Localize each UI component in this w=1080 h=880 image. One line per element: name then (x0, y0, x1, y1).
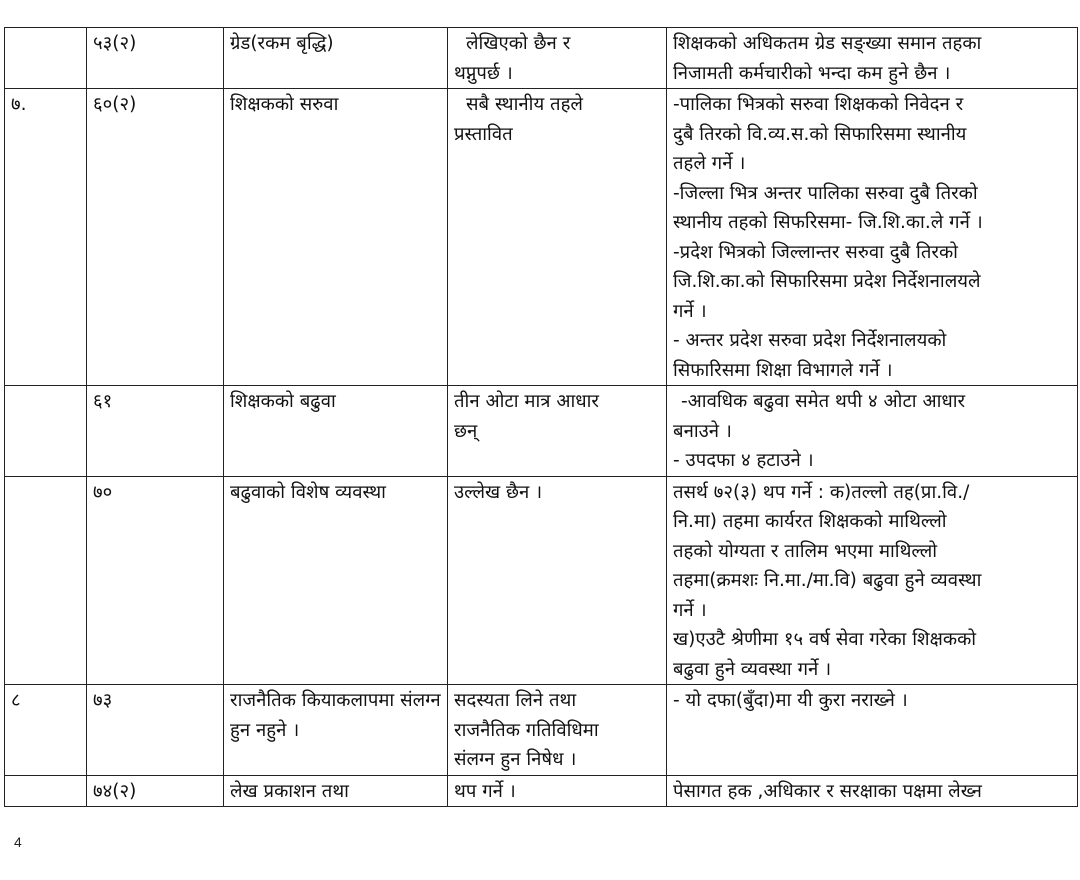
text-line: सिफारिसमा शिक्षा विभागले गर्ने । (673, 359, 893, 381)
text-line: सबै स्थानीय तहले (466, 94, 583, 115)
subject-cell: बढुवाको विशेष व्यवस्था (224, 476, 448, 685)
current-provision-cell (448, 476, 667, 685)
text-line: शिक्षकको अधिकतम ग्रेड सङ्ख्या समान तहका (673, 33, 982, 54)
subject-cell: राजनैतिक कियाकलापमा संलग्न हुन नहुने । (224, 685, 448, 776)
text-line: उल्लेख छैन । (454, 481, 543, 503)
current-provision-cell (448, 89, 667, 386)
section-number-cell: ७३ (87, 685, 224, 776)
serial-number-cell (5, 28, 87, 89)
proposed-amendment-cell (667, 89, 1078, 386)
section-number-cell: ७४(२) (87, 775, 224, 807)
table-row (5, 386, 1078, 477)
text-line: - अन्तर प्रदेश सरुवा प्रदेश निर्देशनालयको (673, 330, 947, 351)
serial-number-cell (5, 775, 87, 807)
serial-number-cell (5, 476, 87, 685)
text-line: छन् (454, 420, 478, 442)
proposed-amendment-cell (667, 476, 1078, 685)
table-row (5, 685, 1078, 776)
text-line: -आवधिक बढुवा समेत थपी ४ ओटा आधार (681, 391, 966, 412)
subject-cell: ग्रेड(रकम बृद्धि) (224, 28, 448, 89)
text-line: गर्ने । (673, 300, 707, 322)
current-provision-cell (448, 386, 667, 477)
table-row (5, 775, 1078, 807)
proposed-amendment-cell (667, 685, 1078, 776)
table-row (5, 89, 1078, 386)
text-line: बनाउने । (673, 420, 732, 442)
text-line: गर्ने । (673, 599, 707, 621)
serial-number-cell: ७. (5, 89, 87, 386)
text-line: थप गर्ने । (454, 780, 516, 802)
text-line: संलग्न हुन निषेध । (454, 749, 577, 770)
text-line: स्थानीय तहको सिफरिसमा- जि.शि.का.ले गर्ने । (673, 212, 983, 233)
current-provision-cell (448, 685, 667, 776)
text-line: तहको योग्यता र तालिम भएमा माथिल्लो (673, 540, 938, 562)
text-line: थप्नुपर्छ । (454, 62, 513, 84)
text-line: तहले गर्ने । (673, 153, 746, 174)
amendment-table (4, 27, 1078, 807)
section-number-cell: ६०(२) (87, 89, 224, 386)
section-number-cell: ७० (87, 476, 224, 685)
text-line: तहमा(क्रमशः नि.मा./मा.वि) बढुवा हुने व्यवस्था (673, 570, 982, 591)
text-line: - यो दफा(बुँदा)मा यी कुरा नराख्ने । (673, 690, 908, 711)
table-row (5, 28, 1078, 89)
text-line: -प्रदेश भित्रको जिल्लान्तर सरुवा दुबै तिरको (673, 241, 958, 263)
text-line: -जिल्ला भित्र अन्तर पालिका सरुवा दुबै तिरको (673, 182, 978, 204)
current-provision-cell (448, 775, 667, 807)
text-line: जि.शि.का.को सिफारिसमा प्रदेश निर्देशनालयले (673, 271, 981, 292)
subject-cell: शिक्षकको बढुवा (224, 386, 448, 477)
text-line: नि.मा) तहमा कार्यरत शिक्षकको माथिल्लो (673, 511, 947, 532)
subject-cell: शिक्षकको सरुवा (224, 89, 448, 386)
serial-number-cell (5, 386, 87, 477)
page-number: 4 (14, 834, 22, 850)
table-row (5, 476, 1078, 685)
section-number-cell: ६१ (87, 386, 224, 477)
text-line: तीन ओटा मात्र आधार (454, 391, 599, 412)
current-provision-cell (448, 28, 667, 89)
text-line: राजनैतिक गतिविधिमा (454, 719, 599, 741)
proposed-amendment-cell (667, 386, 1078, 477)
subject-cell: लेख प्रकाशन तथा (224, 775, 448, 807)
text-line: पेसागत हक ,अधिकार र सरक्षाका पक्षमा लेख्न (673, 780, 982, 802)
text-line: तसर्थ ७२(३) थप गर्ने : क)तल्लो तह(प्रा.वि./ (673, 481, 970, 503)
text-line: लेखिएको छैन र (466, 33, 571, 54)
text-line: -पालिका भित्रको सरुवा शिक्षकको निवेदन र (673, 94, 964, 115)
proposed-amendment-cell (667, 775, 1078, 807)
section-number-cell: ५३(२) (87, 28, 224, 89)
text-line: ख)एउटै श्रेणीमा १५ वर्ष सेवा गरेका शिक्षकको (673, 629, 977, 650)
text-line: बढुवा हुने व्यवस्था गर्ने । (673, 658, 832, 680)
text-line: निजामती कर्मचारीको भन्दा कम हुने छैन । (673, 62, 951, 84)
text-line: - उपदफा ४ हटाउने । (673, 450, 814, 471)
text-line: दुबै तिरको वि.व्य.स.को सिफारिसमा स्थानीय (673, 123, 967, 145)
text-line: सदस्यता लिने तथा (454, 690, 577, 711)
text-line: प्रस्तावित (454, 123, 513, 145)
serial-number-cell: ८ (5, 685, 87, 776)
proposed-amendment-cell (667, 28, 1078, 89)
